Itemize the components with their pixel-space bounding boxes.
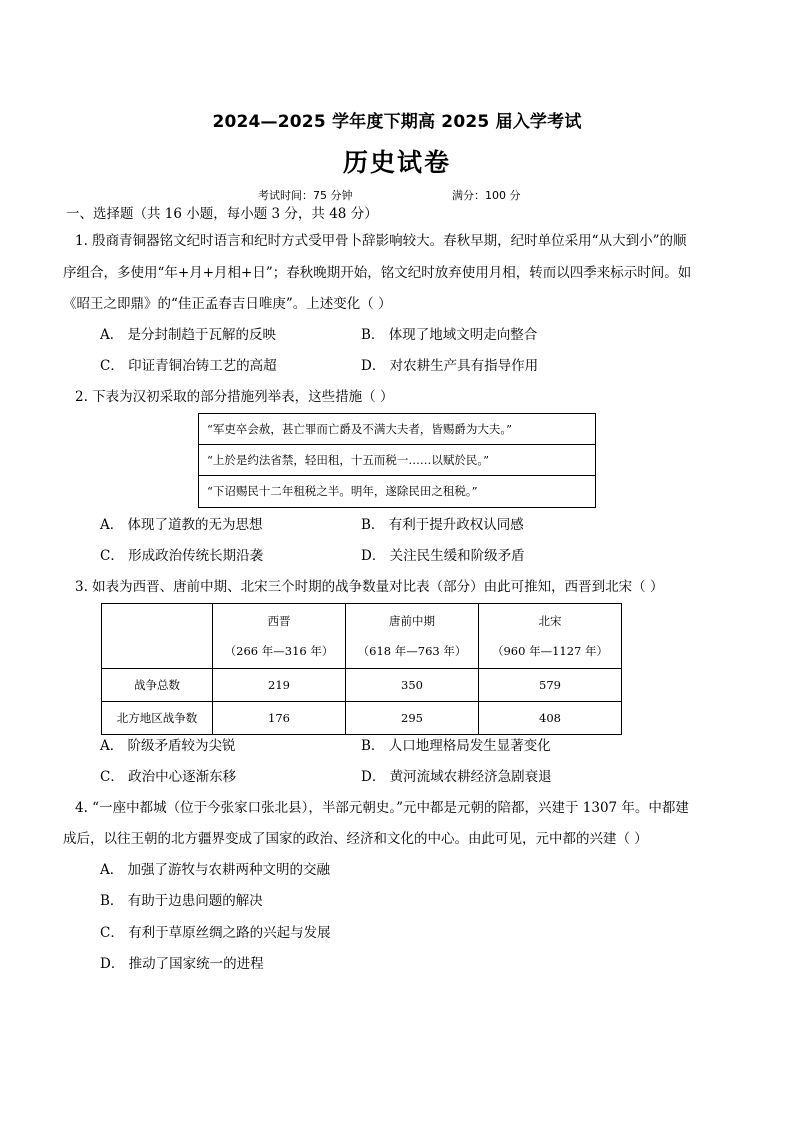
question-1-option-d[interactable]: D． 对农耕生产具有指导作用 <box>361 358 539 374</box>
row-label: 战争总数 <box>102 669 213 702</box>
war-comparison-table <box>101 603 622 735</box>
question-2-option-d[interactable]: D． 关注民生缓和阶级矛盾 <box>361 548 525 564</box>
row-label: 北方地区战争数 <box>102 702 213 735</box>
quote-row: “上於是约法省禁，轻田租，十五而税一……以赋於民。” <box>199 445 595 476</box>
quote-row: “下诏赐民十二年租税之半。明年，遂除民田之租税。” <box>207 484 478 498</box>
question-1-line-2: 序组合，多使用“年+月+月相+日”；春秋晚期开始，铭文纪时放弃使用月相，转而以四季来标示时间。如 <box>63 265 692 281</box>
table-corner-cell <box>102 604 213 669</box>
section-heading: 一、选择题（共 16 小题，每小题 3 分，共 48 分） <box>66 206 378 222</box>
table-header-cell <box>479 604 622 669</box>
period-name: 北宋 <box>538 614 562 628</box>
question-2-line-1: 2. 下表为汉初采取的部分措施列举表，这些措施（ ） <box>75 389 394 405</box>
question-4-line-1: 4. “一座中都城（位于今张家口张北县），半部元朝史。”元中都是元朝的陪都，兴建于 1307 年。中都建 <box>75 800 689 816</box>
measures-quote-table <box>198 413 596 508</box>
quote-row: “军吏卒会赦，甚亡罪而亡爵及不满大夫者，皆赐爵为大夫。” <box>199 414 595 445</box>
question-1-line-3: 《昭王之即鼎》的“佳正孟春吉日唯庚”。上述变化（ ） <box>63 296 392 312</box>
exam-info <box>258 187 521 203</box>
question-3-option-d[interactable]: D． 黄河流域农耕经济急剧衰退 <box>361 769 552 785</box>
table-cell: 350 <box>346 669 479 702</box>
question-3-option-c[interactable]: C． 政治中心逐渐东移 <box>100 769 237 785</box>
period-years: （266 年—316 年） <box>224 644 334 658</box>
question-3-line-1: 3. 如表为西晋、唐前中期、北宋三个时期的战争数量对比表（部分）由此可推知，西晋到北宋（ ） <box>75 579 664 595</box>
question-1-option-a[interactable]: A． 是分封制趋于瓦解的反映 <box>100 327 277 343</box>
table-header-row <box>102 604 622 669</box>
subject-title: 历史试卷 <box>342 148 451 177</box>
question-4-option-d[interactable]: D． 推动了国家统一的进程 <box>100 956 264 972</box>
table-header-cell <box>213 604 346 669</box>
table-cell: 408 <box>479 702 622 735</box>
exam-title: 2024—2025 学年度下期高 2025 届入学考试 <box>212 112 582 132</box>
full-score: 满分：100 分 <box>452 189 521 202</box>
question-4-option-b[interactable]: B． 有助于边患问题的解决 <box>100 893 263 909</box>
table-cell: 219 <box>213 669 346 702</box>
question-3-option-b[interactable]: B． 人口地理格局发生显著变化 <box>361 738 551 754</box>
question-4-line-2: 成后，以往王朝的北方疆界变成了国家的政治、经济和文化的中心。由此可见，元中都的兴建（ ） <box>63 831 648 847</box>
question-1-option-b[interactable]: B． 体现了地域文明走向整合 <box>361 327 538 343</box>
table-row <box>102 669 622 702</box>
period-years: （618 年—763 年） <box>357 644 467 658</box>
table-cell: 295 <box>346 702 479 735</box>
question-4-option-c[interactable]: C． 有利于草原丝绸之路的兴起与发展 <box>100 925 331 941</box>
question-2-option-b[interactable]: B． 有利于提升政权认同感 <box>361 517 524 533</box>
question-2-option-c[interactable]: C． 形成政治传统长期沿袭 <box>100 548 264 564</box>
period-name: 西晋 <box>267 614 291 628</box>
table-cell: 176 <box>213 702 346 735</box>
table-cell: 579 <box>479 669 622 702</box>
exam-time: 考试时间：75 分钟 <box>258 189 353 202</box>
question-1-line-1: 1. 殷商青铜器铭文纪时语言和纪时方式受甲骨卜辞影响较大。春秋早期，纪时单位采用“从大到小”的顺 <box>75 233 687 249</box>
period-years: （960 年—1127 年） <box>491 644 609 658</box>
table-header-cell <box>346 604 479 669</box>
question-1-option-c[interactable]: C． 印证青铜冶铸工艺的高超 <box>100 358 277 374</box>
question-3-option-a[interactable]: A． 阶级矛盾较为尖锐 <box>100 738 236 754</box>
table-row <box>102 702 622 735</box>
question-4-option-a[interactable]: A． 加强了游牧与农耕两种文明的交融 <box>100 862 331 878</box>
question-2-option-a[interactable]: A． 体现了道教的无为思想 <box>100 517 263 533</box>
period-name: 唐前中期 <box>389 614 435 628</box>
